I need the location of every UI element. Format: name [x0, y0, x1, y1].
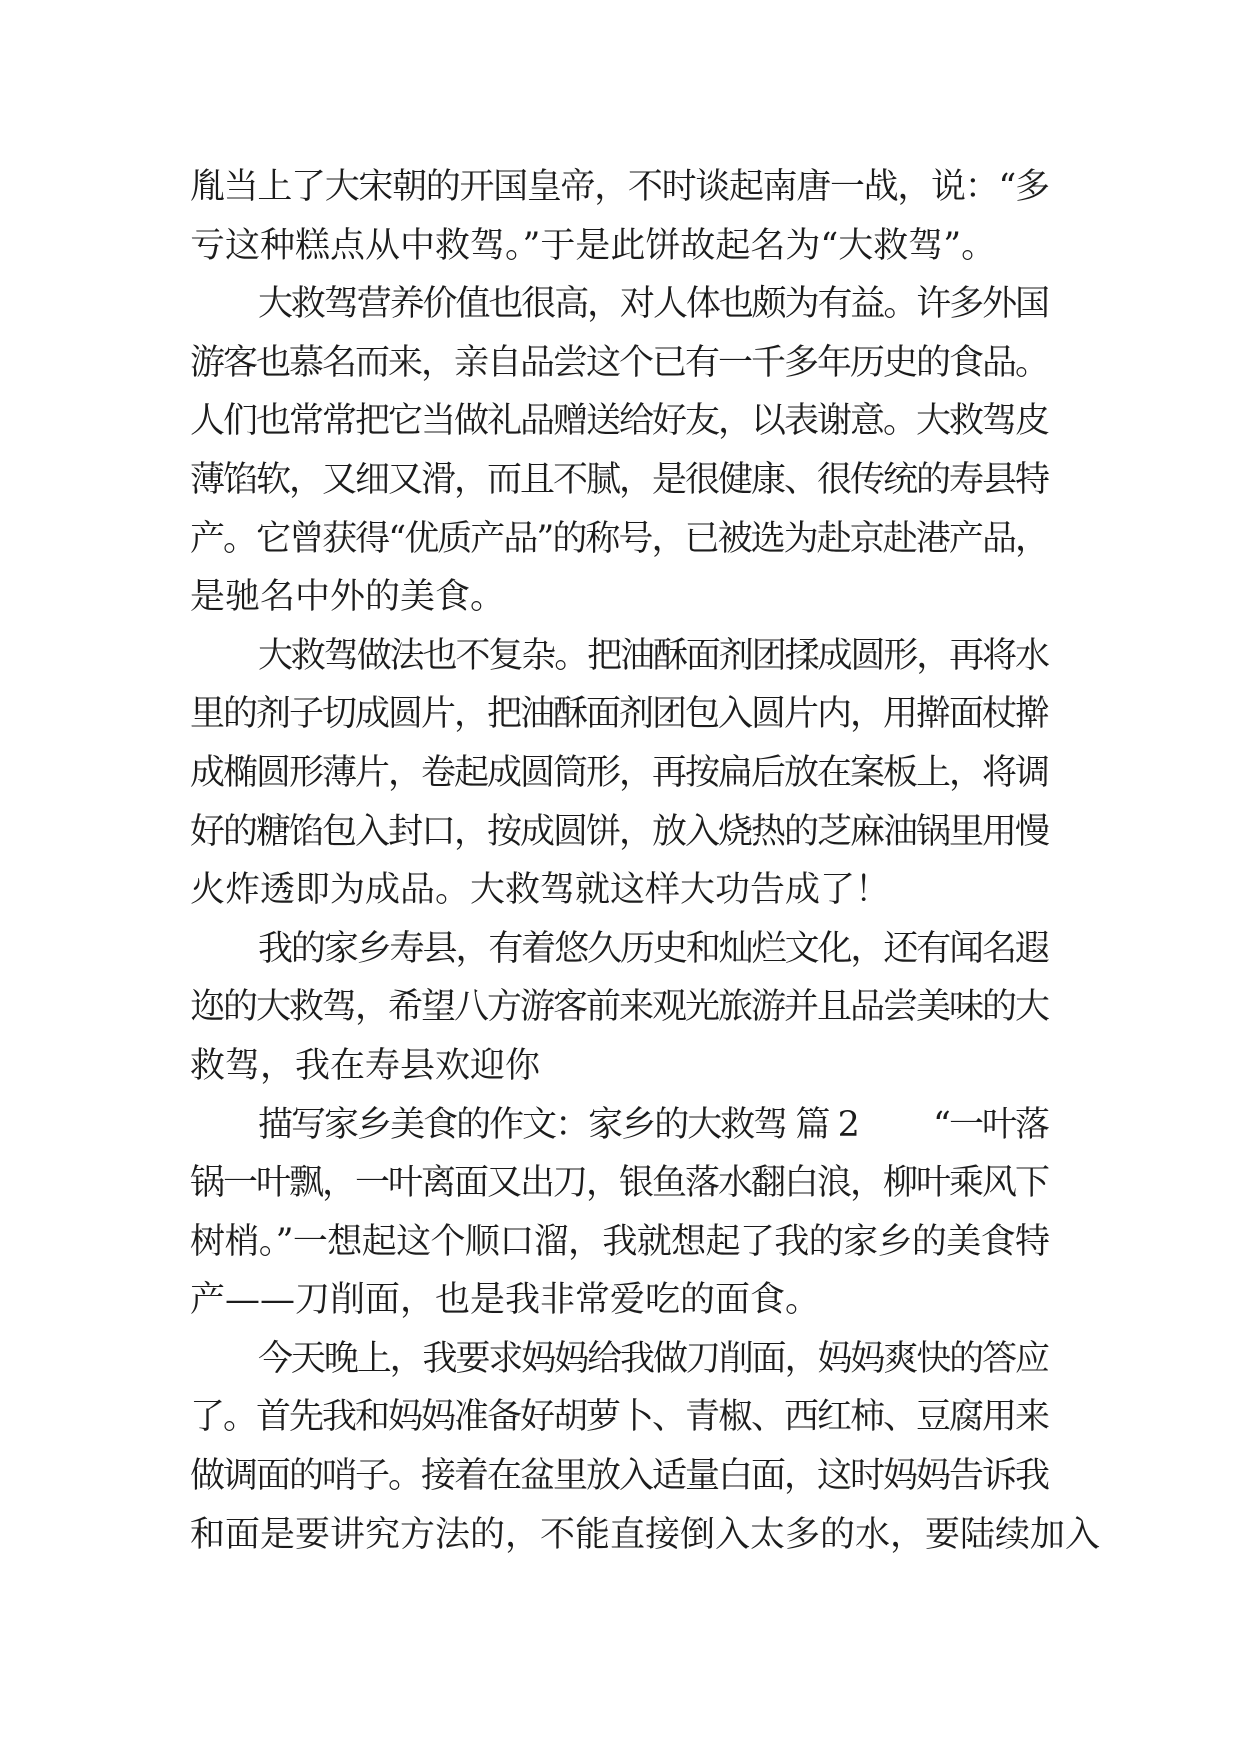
text-line-content: 做调面的哨子。接着在盆里放入适量白面，这时妈妈告诉我: [190, 1456, 1048, 1497]
text-line: 亏这种糕点从中救驾。”于是此饼故起名为“大救驾”。: [190, 225, 997, 266]
text-line: [190, 334, 1070, 393]
text-line: [190, 1388, 1070, 1447]
text-line-content: 里的剂子切成圆片，把油酥面剂团包入圆片内，用擀面杖擀: [190, 694, 1048, 735]
text-line-content: 游客也慕名而来，亲自品尝这个已有一千多年历史的食品。: [190, 342, 1048, 383]
text-line-content: 人们也常常把它当做礼品赠送给好友，以表谢意。大救驾皮: [190, 401, 1048, 442]
text-line: 救驾，我在寿县欢迎你: [190, 1045, 541, 1086]
text-line: [190, 510, 1070, 569]
text-line: [190, 275, 1070, 334]
text-line: [190, 1330, 1070, 1389]
text-line-content: 我的家乡寿县，有着悠久历史和灿烂文化，还有闻名遐: [258, 928, 1048, 969]
text-line: 是驰名中外的美食。: [190, 577, 506, 618]
text-line: [190, 803, 1070, 862]
text-line-content: 描写家乡美食的作文：家乡的大救驾 篇 2 “一叶落: [258, 1104, 1049, 1145]
text-line-content: 产。它曾获得“优质产品”的称号，已被选为赴京赴港产品，: [190, 518, 1049, 559]
text-line-content: 大救驾做法也不复杂。把油酥面剂团揉成圆形，再将水: [258, 635, 1048, 676]
text-line: [190, 1213, 1070, 1272]
text-line-content: 成椭圆形薄片，卷起成圆筒形，再按扁后放在案板上，将调: [190, 752, 1048, 793]
text-line-content: 薄馅软，又细又滑，而且不腻，是很健康、很传统的寿县特: [190, 459, 1048, 500]
text-line-content: 了。首先我和妈妈准备好胡萝卜、青椒、西红柿、豆腐用来: [190, 1397, 1048, 1438]
text-line-content: 大救驾营养价值也很高，对人体也颇为有益。许多外国: [258, 284, 1048, 325]
text-line: 火炸透即为成品。大救驾就这样大功告成了！: [190, 870, 891, 911]
text-line: [190, 451, 1070, 510]
text-line-content: 胤当上了大宋朝的开国皇帝，不时谈起南唐一战，说：“多: [190, 167, 1049, 207]
text-line: [190, 744, 1070, 803]
text-line-content: 树梢。”一想起这个顺口溜，我就想起了我的家乡的美食特: [190, 1221, 1050, 1262]
text-line-content: 迩的大救驾，希望八方游客前来观光旅游并且品尝美味的大: [190, 987, 1048, 1028]
text-line: [190, 627, 1070, 686]
text-line: 和面是要讲究方法的，不能直接倒入太多的水，要陆续加入: [190, 1514, 1101, 1555]
text-line-content: 今天晚上，我要求妈妈给我做刀削面，妈妈爽快的答应: [258, 1338, 1048, 1379]
text-line: [190, 158, 1070, 217]
text-line: [190, 392, 1070, 451]
text-line: [190, 685, 1070, 744]
text-line: [190, 1096, 1070, 1155]
text-line: [190, 920, 1070, 979]
text-line: [190, 1154, 1070, 1213]
body-text: [190, 158, 1101, 1564]
text-line: [190, 978, 1070, 1037]
text-line-content: 锅一叶飘，一叶离面又出刀，银鱼落水翻白浪，柳叶乘风下: [190, 1163, 1048, 1204]
text-line: [190, 1447, 1070, 1506]
text-line-content: 好的糖馅包入封口，按成圆饼，放入烧热的芝麻油锅里用慢: [190, 811, 1048, 852]
text-line: 产——刀削面，也是我非常爱吃的面食。: [190, 1280, 821, 1321]
